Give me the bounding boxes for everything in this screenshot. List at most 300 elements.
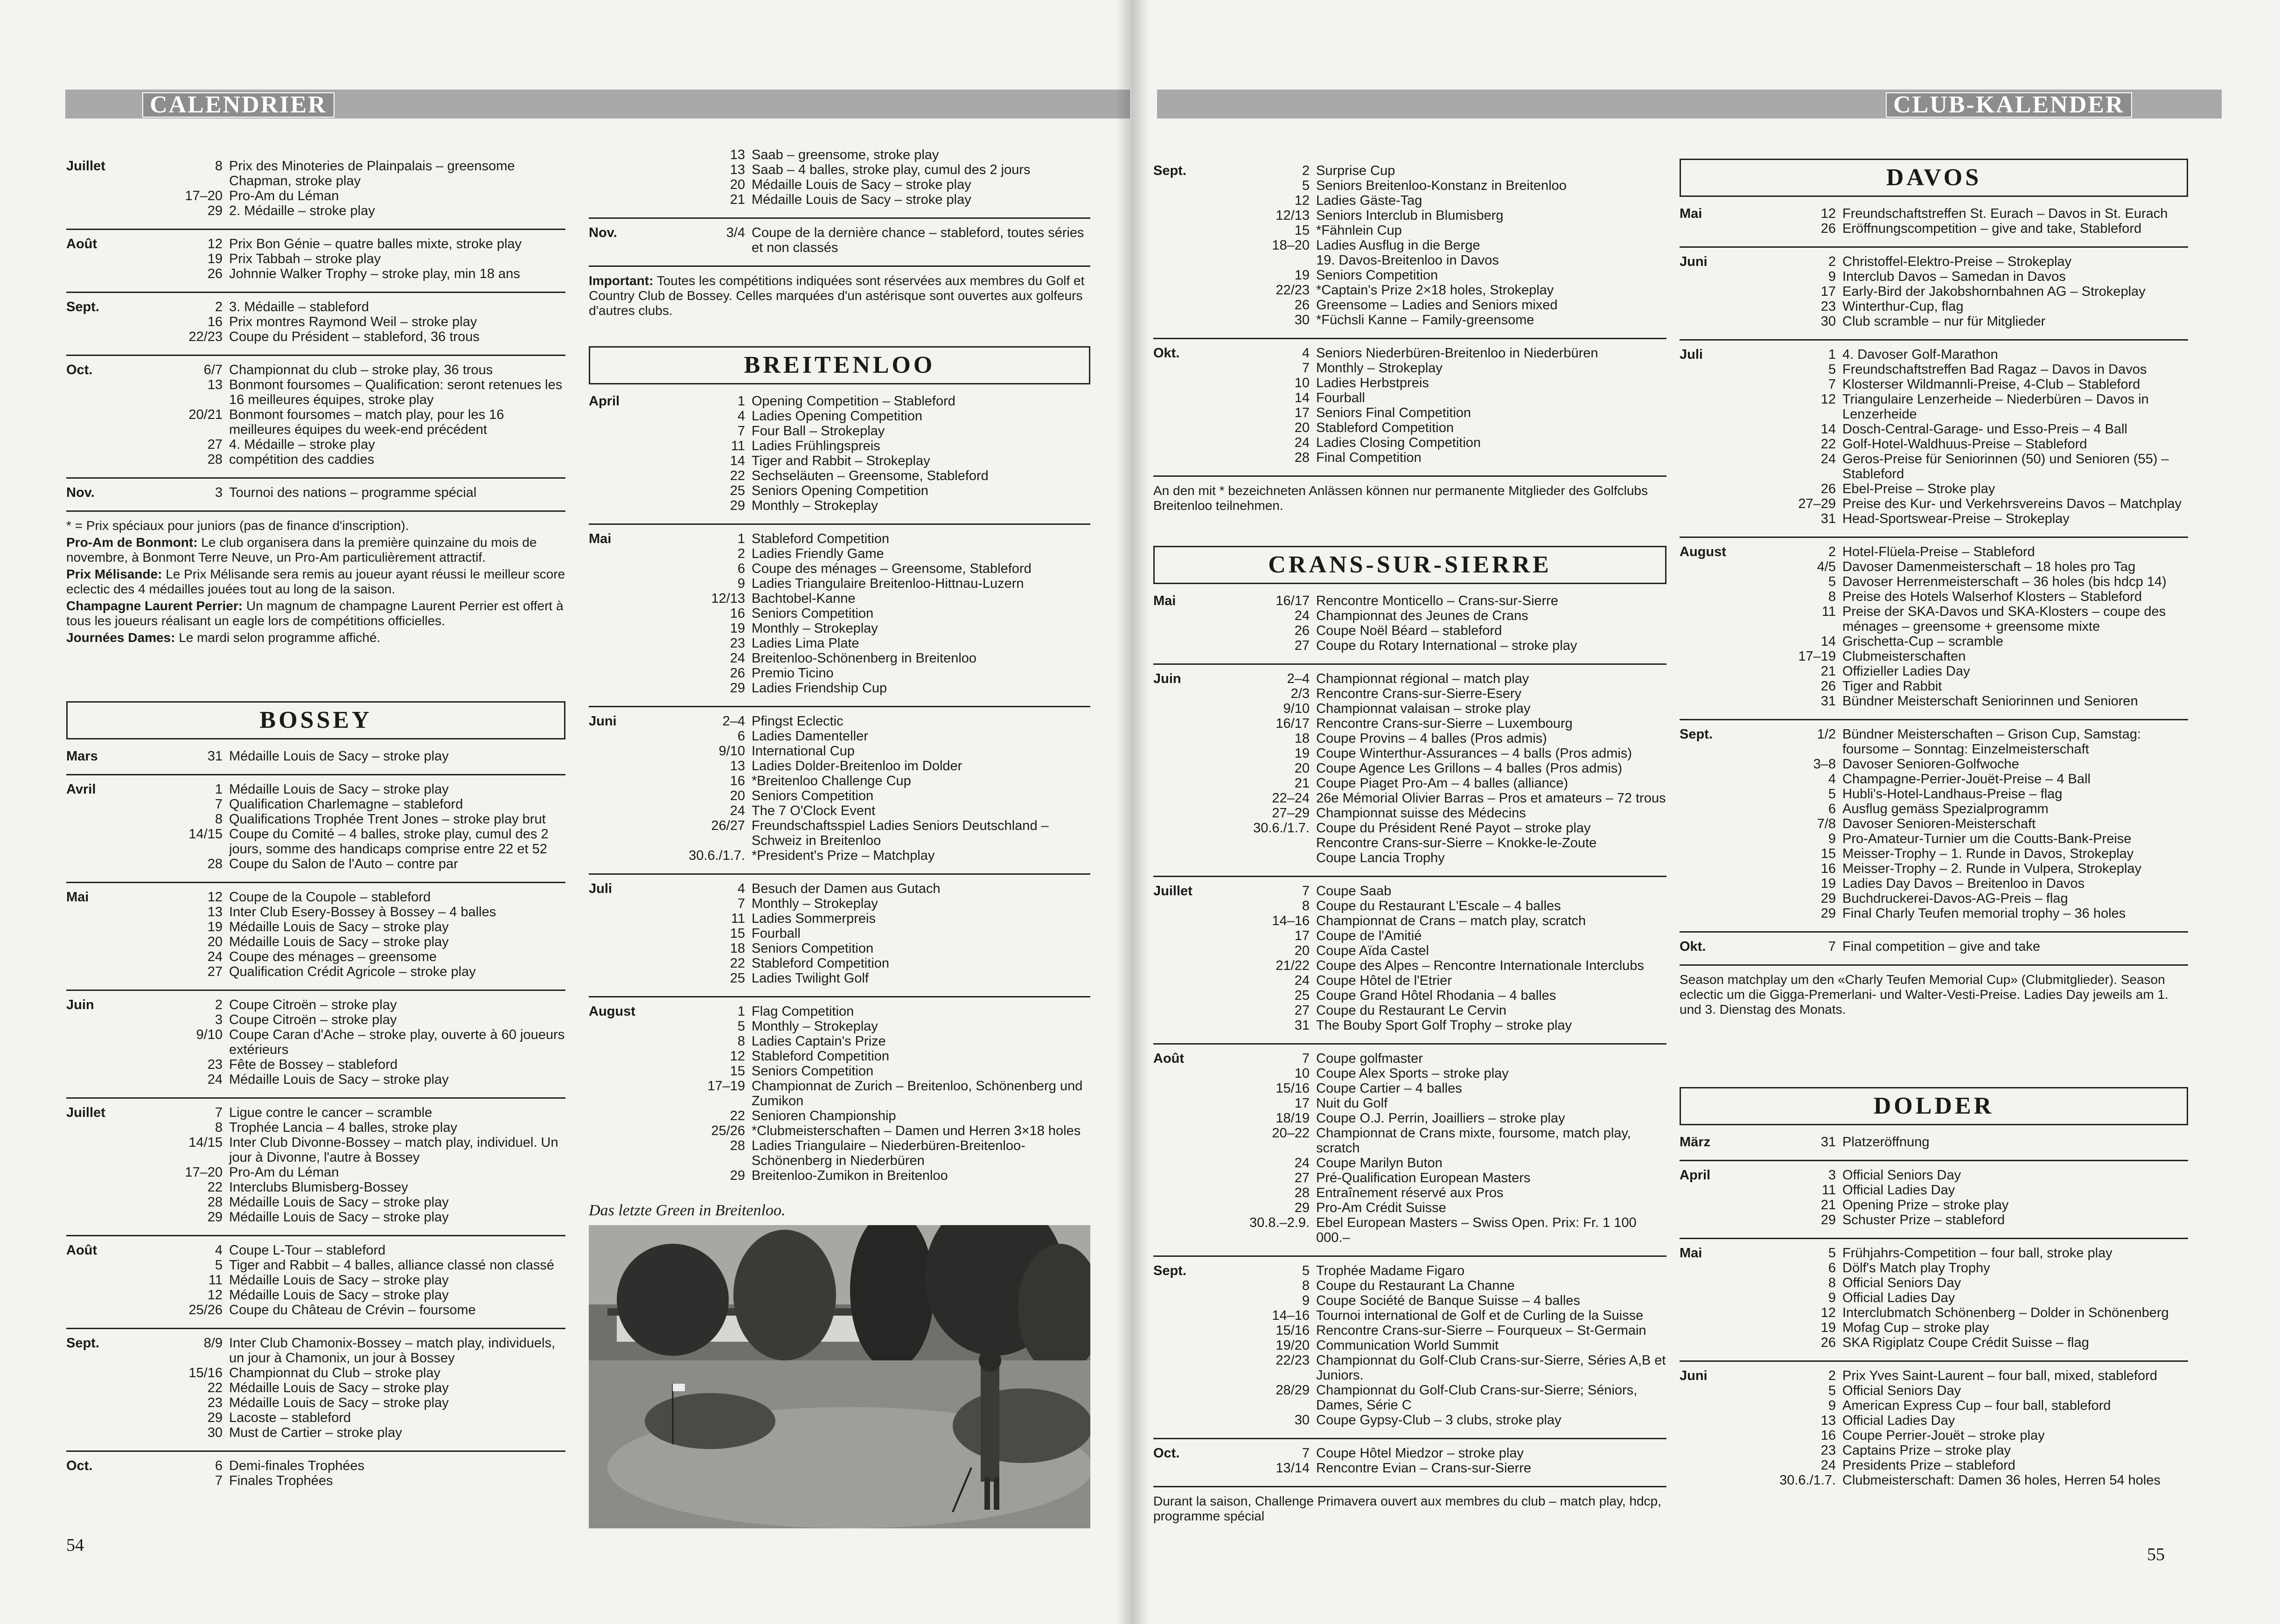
event-name: Early-Bird der Jakobshornbahnen AG – Strokeplay: [1842, 284, 2146, 299]
event-name: Final Charly Teufen memorial trophy – 36 holes: [1842, 906, 2126, 921]
event-date: 3: [215, 1012, 223, 1027]
event-date: 20: [207, 934, 223, 949]
event-row: [134, 1410, 565, 1425]
month-block: [1680, 1160, 2188, 1227]
event-row: [134, 812, 565, 827]
event-name: Fourball: [1316, 390, 1365, 405]
event-row: [656, 1049, 1090, 1064]
event-name: Interclubs Blumisberg-Bossey: [229, 1180, 408, 1195]
event-name: Tiger and Rabbit – Strokeplay: [752, 453, 930, 468]
event-date: 22: [730, 1108, 745, 1123]
event-list: [1747, 206, 2188, 236]
event-row: [1221, 791, 1666, 806]
event-name: Bonmont foursomes – match play, pour les 16 meilleures équipes du week-end précédent: [229, 407, 504, 437]
month-label: Juli: [1680, 347, 1703, 362]
event-row: [1221, 238, 1666, 253]
event-date: 1: [215, 782, 223, 797]
month-label: Juin: [66, 997, 94, 1012]
event-name: Ladies Sommerpreis: [752, 911, 876, 926]
month-block: [1680, 206, 2188, 236]
event-name: Breitenloo-Schönenberg in Breitenloo: [752, 651, 977, 666]
event-name: Médaille Louis de Sacy – stroke play: [229, 1195, 449, 1210]
event-date: 30.6./1.7.: [689, 848, 745, 863]
event-name: Monthly – Strokeplay: [1316, 361, 1443, 376]
event-date: 8: [1828, 589, 1836, 604]
event-date: 17–20: [185, 188, 223, 203]
event-row: [656, 424, 1090, 439]
event-name: Rencontre Crans-sur-Sierre – Knokke-le-Zoute: [1316, 836, 1597, 850]
event-row: [1221, 761, 1666, 776]
event-row: [656, 971, 1090, 986]
calendrier-notes: [66, 510, 565, 645]
event-name: Official Seniors Day: [1842, 1383, 1961, 1398]
event-name: Trophée Lancia – 4 balles, stroke play: [229, 1120, 457, 1135]
event-name: Tournoi international de Golf et de Curling de la Suisse: [1316, 1308, 1644, 1323]
month-block: [66, 1235, 565, 1317]
month-block: [589, 873, 1090, 986]
month-label: Oct.: [66, 1458, 93, 1473]
note-text: * = Prix spéciaux pour juniors (pas de finance d'inscription).: [66, 518, 409, 533]
event-date: 30: [1294, 313, 1310, 328]
event-date: 31: [1294, 1018, 1310, 1033]
event-date: 27–29: [1272, 806, 1310, 821]
event-date: 19: [730, 621, 745, 636]
event-row: [656, 681, 1090, 696]
event-row: [656, 714, 1090, 729]
event-date: 5: [1302, 178, 1310, 193]
event-date: 16: [1820, 1428, 1836, 1443]
month-block: [589, 706, 1090, 863]
event-row: [134, 934, 565, 949]
event-date: 28: [207, 452, 223, 467]
event-row: [1221, 390, 1666, 405]
event-date: 29: [1820, 906, 1836, 921]
event-date: 23: [1820, 1443, 1836, 1458]
event-name: Ladies Day Davos – Breitenloo in Davos: [1842, 876, 2085, 891]
event-name: Championnat des Jeunes de Crans: [1316, 608, 1528, 623]
event-name: Preise der SKA-Davos und SKA-Klosters – coupe des ménages – greensome + greensome mixte: [1842, 604, 2166, 634]
event-row: [134, 797, 565, 812]
month-label: Nov.: [66, 485, 95, 500]
event-row: [134, 949, 565, 964]
event-name: Stableford Competition: [752, 956, 889, 971]
event-row: [1747, 1443, 2188, 1458]
event-list: [134, 782, 565, 871]
golf-green-illustration: [589, 1225, 1090, 1528]
event-date: 13/14: [1276, 1461, 1310, 1476]
left-page: [0, 0, 1130, 1624]
event-row: [1747, 604, 2188, 634]
event-date: 9/10: [1283, 701, 1310, 716]
month-block: [1153, 163, 1666, 328]
event-date: 7: [1302, 361, 1310, 376]
event-date: 9/10: [718, 744, 745, 759]
event-row: [656, 621, 1090, 636]
event-name: Coupe Grand Hôtel Rhodania – 4 balles: [1316, 988, 1556, 1003]
month-label: Mai: [1680, 1246, 1702, 1261]
event-row: [1221, 671, 1666, 686]
event-name: SKA Rigiplatz Coupe Crédit Suisse – flag: [1842, 1335, 2089, 1350]
event-row: [1221, 1278, 1666, 1293]
event-row: [134, 188, 565, 203]
page-number-left: 54: [66, 1535, 84, 1555]
event-date: 9: [1828, 1290, 1836, 1305]
event-date: 12: [207, 237, 223, 251]
event-row: [656, 546, 1090, 561]
event-row: [1221, 208, 1666, 223]
event-date: 23: [1820, 299, 1836, 314]
event-name: Stableford Competition: [752, 531, 889, 546]
event-row: [134, 1273, 565, 1288]
month-label: Mai: [1153, 593, 1176, 608]
event-date: 4: [1302, 346, 1310, 361]
event-row: [1221, 1215, 1666, 1245]
event-name: Coupe Société de Banque Suisse – 4 balles: [1316, 1293, 1580, 1308]
event-row: [1747, 299, 2188, 314]
event-name: Seniors Opening Competition: [752, 483, 928, 498]
crans-note: Durant la saison, Challenge Primavera ouvert aux membres du club – match play, hdcp, programme spécial: [1153, 1494, 1661, 1523]
event-row: [656, 531, 1090, 546]
event-date: 24: [1294, 973, 1310, 988]
bossey-note: [589, 265, 1090, 318]
event-date: 7: [1302, 1051, 1310, 1066]
event-name: Inter Club Chamonix-Bossey – match play, individuels, un jour à Chamonix, un jour à Bossey: [229, 1336, 556, 1366]
event-date: 18: [730, 941, 745, 956]
event-date: 9: [737, 576, 745, 591]
event-row: [1747, 589, 2188, 604]
event-name: Schuster Prize – stableford: [1842, 1213, 2005, 1227]
event-list: [134, 890, 565, 979]
event-row: [1221, 776, 1666, 791]
event-date: 7: [215, 797, 223, 812]
event-date: 25: [1294, 988, 1310, 1003]
event-row: [1747, 1368, 2188, 1383]
page-number-right: 55: [2147, 1545, 2165, 1564]
month-block: [1153, 338, 1666, 465]
month-label: März: [1680, 1135, 1711, 1150]
event-name: *Füchsli Kanne – Family-greensome: [1316, 313, 1534, 328]
event-date: 26: [1820, 221, 1836, 236]
event-date: 30.6./1.7.: [1779, 1473, 1836, 1488]
event-row: [656, 591, 1090, 606]
calendrier-list: [66, 159, 565, 500]
event-date: 22: [207, 1380, 223, 1395]
event-row: [1221, 1051, 1666, 1066]
event-row: [1221, 943, 1666, 958]
event-date: 5: [1828, 787, 1836, 802]
event-row: [656, 409, 1090, 424]
event-row: [1747, 1398, 2188, 1413]
event-date: 5: [1302, 1263, 1310, 1278]
month-block: [66, 159, 565, 218]
event-name: Dölf's Match play Trophy: [1842, 1261, 1990, 1276]
event-name: Coupe des ménages – greensome: [229, 949, 437, 964]
event-list: [134, 1458, 565, 1488]
event-row: [1221, 450, 1666, 465]
event-name: Flag Competition: [752, 1004, 854, 1019]
event-list: [1747, 939, 2188, 954]
month-block: [1680, 246, 2188, 329]
event-name: Coupe du Président René Payot – stroke play: [1316, 821, 1591, 836]
month-label: Sept.: [1153, 163, 1186, 178]
event-name: Davoser Damenmeisterschaft – 18 holes pro Tag: [1842, 559, 2136, 574]
event-date: 14: [1294, 390, 1310, 405]
event-name: Coupe des Alpes – Rencontre Internationale Interclubs: [1316, 958, 1644, 973]
month-block: [1680, 1238, 2188, 1350]
event-name: Coupe Aïda Castel: [1316, 943, 1429, 958]
event-name: Prix Bon Génie – quatre balles mixte, stroke play: [229, 237, 522, 251]
event-name: Opening Competition – Stableford: [752, 394, 955, 409]
event-name: Ladies Closing Competition: [1316, 435, 1481, 450]
event-date: 26/27: [711, 818, 745, 833]
event-date: 1: [737, 394, 745, 409]
event-row: [1221, 913, 1666, 928]
note-text: Toutes les compétitions indiquées sont réservées aux membres du Golf et Country Club de Bossey. Celles marquées d'un astérisque sont ouvertes aux golfeurs d'autres clubs.: [589, 273, 1085, 318]
event-date: 17: [1820, 284, 1836, 299]
event-row: [134, 964, 565, 979]
event-row: [656, 956, 1090, 971]
event-row: [134, 1473, 565, 1488]
event-row: [656, 561, 1090, 576]
event-name: Senioren Championship: [752, 1108, 896, 1123]
event-date: 29: [1820, 1213, 1836, 1227]
event-name: Médaille Louis de Sacy – stroke play: [229, 1380, 449, 1395]
event-row: [1747, 757, 2188, 772]
event-row: [134, 890, 565, 905]
event-date: 22–24: [1272, 791, 1310, 806]
event-name: Monthly – Strokeplay: [752, 498, 878, 513]
month-label: Okt.: [1153, 346, 1180, 361]
event-name: Stableford Competition: [752, 1049, 889, 1064]
event-row: [656, 225, 1090, 255]
event-date: 14–16: [1272, 1308, 1310, 1323]
event-name: Official Ladies Day: [1842, 1290, 1955, 1305]
event-date: 19: [1820, 1320, 1836, 1335]
event-row: [1221, 686, 1666, 701]
event-row: [134, 1072, 565, 1087]
event-date: 15: [1294, 223, 1310, 238]
event-row: [1221, 716, 1666, 731]
event-row: [1747, 574, 2188, 589]
event-name: Coupe des ménages – Greensome, Stableford: [752, 561, 1032, 576]
club-title-breitenloo: BREITENLOO: [589, 346, 1090, 384]
event-date: 2: [215, 997, 223, 1012]
event-row: [134, 920, 565, 934]
event-row: [656, 177, 1090, 192]
month-label: Juillet: [66, 159, 105, 174]
event-date: 16: [730, 774, 745, 788]
month-block: [66, 1450, 565, 1488]
month-label: Sept.: [1680, 727, 1713, 742]
month-block: [1153, 1255, 1666, 1428]
event-date: 12: [1820, 1305, 1836, 1320]
event-name: Freundschaftstreffen Bad Ragaz – Davos in Davos: [1842, 362, 2147, 377]
event-list: [134, 749, 565, 764]
event-row: [1747, 437, 2188, 452]
event-date: 12/13: [1276, 208, 1310, 223]
event-name: Ladies Damenteller: [752, 729, 868, 744]
event-list: [134, 1105, 565, 1225]
event-list: [1747, 727, 2188, 921]
event-date: 21/22: [1276, 958, 1310, 973]
event-name: Clubmeisterschaften: [1842, 649, 1966, 664]
event-date: 16/17: [1276, 716, 1310, 731]
event-name: Grischetta-Cup – scramble: [1842, 634, 2003, 649]
event-row: [1747, 906, 2188, 921]
event-date: [1221, 836, 1316, 850]
event-name: Ladies Dolder-Breitenloo im Dolder: [752, 759, 962, 774]
event-name: Seniors Competition: [752, 606, 874, 621]
event-name: Seniors Competition: [752, 941, 874, 956]
event-date: 21: [1820, 1198, 1836, 1213]
event-row: [1221, 1413, 1666, 1428]
event-name: *President's Prize – Matchplay: [752, 848, 935, 863]
event-row: [1221, 1156, 1666, 1171]
event-date: 22: [1820, 437, 1836, 452]
event-list: [656, 881, 1090, 986]
event-name: American Express Cup – four ball, stableford: [1842, 1398, 2111, 1413]
month-block: [589, 996, 1090, 1183]
month-block: [589, 217, 1090, 255]
event-name: Rencontre Crans-sur-Sierre – Fourqueux – St-Germain: [1316, 1323, 1646, 1338]
event-list: [134, 362, 565, 467]
event-name: Four Ball – Strokeplay: [752, 424, 885, 439]
event-name: Coupe Marilyn Buton: [1316, 1156, 1443, 1171]
event-row: [1747, 1473, 2188, 1488]
event-date: 8: [737, 1034, 745, 1049]
event-date: 2–4: [722, 714, 745, 729]
event-date: 9: [1828, 1398, 1836, 1413]
event-row: [1221, 420, 1666, 435]
event-name: 3. Médaille – stableford: [229, 300, 369, 314]
event-row: [656, 911, 1090, 926]
event-row: [1747, 481, 2188, 496]
event-date: 19: [1294, 268, 1310, 283]
event-date: 26: [1294, 298, 1310, 313]
event-row: [134, 1380, 565, 1395]
breitenloo-continued-list: [1153, 163, 1666, 465]
event-name: Qualification Crédit Agricole – stroke play: [229, 964, 476, 979]
event-name: Médaille Louis de Sacy – stroke play: [229, 1288, 449, 1303]
event-date: 27–29: [1798, 496, 1836, 511]
event-date: 14: [730, 453, 745, 468]
event-date: 30: [207, 1425, 223, 1440]
event-row: [1747, 664, 2188, 679]
event-date: 21: [1820, 664, 1836, 679]
event-name: *Breitenloo Challenge Cup: [752, 774, 911, 788]
event-row: [1221, 623, 1666, 638]
event-row: [656, 803, 1090, 818]
dolder-list: [1680, 1135, 2188, 1488]
month-label: Sept.: [66, 300, 99, 314]
event-date: 17: [1294, 1096, 1310, 1111]
event-date: 31: [207, 749, 223, 764]
event-date: 22/23: [1276, 283, 1310, 298]
event-name: Saab – greensome, stroke play: [752, 147, 939, 162]
event-name: Championnat du club – stroke play, 36 trous: [229, 362, 493, 377]
event-name: Geros-Preise für Seniorinnen (50) und Senioren (55) – Stableford: [1842, 452, 2169, 481]
event-row: [1221, 973, 1666, 988]
event-row: [656, 394, 1090, 409]
event-row: [1747, 1458, 2188, 1473]
event-date: 4: [737, 409, 745, 424]
event-name: Coupe de la dernière chance – stableford, toutes séries et non classés: [752, 225, 1084, 255]
event-row: [1747, 496, 2188, 511]
event-row: [1747, 1305, 2188, 1320]
event-name: Championnat valaisan – stroke play: [1316, 701, 1531, 716]
event-date: 11: [731, 439, 745, 453]
event-name: Meisser-Trophy – 2. Runde in Vulpera, Strokeplay: [1842, 861, 2141, 876]
event-date: 12/13: [711, 591, 745, 606]
note-label: Prix Mélisande:: [66, 567, 162, 581]
event-date: 4/5: [1817, 559, 1836, 574]
event-name: Finales Trophées: [229, 1473, 333, 1488]
event-row: [656, 941, 1090, 956]
event-name: Official Ladies Day: [1842, 1413, 1955, 1428]
event-name: Tiger and Rabbit: [1842, 679, 1942, 694]
event-name: Buchdruckerei-Davos-AG-Preis – flag: [1842, 891, 2068, 906]
event-date: 9: [1302, 1293, 1310, 1308]
event-date: 5: [1828, 362, 1836, 377]
event-row: [1747, 1428, 2188, 1443]
event-row: [1221, 193, 1666, 208]
event-list: [1221, 671, 1666, 865]
event-row: [134, 251, 565, 266]
event-date: 24: [1820, 452, 1836, 467]
event-row: [134, 1180, 565, 1195]
event-date: 16: [1820, 861, 1836, 876]
event-name: Coupe Piaget Pro-Am – 4 balles (alliance): [1316, 776, 1568, 791]
event-row: [1221, 836, 1666, 850]
event-list: [1221, 1446, 1666, 1476]
event-list: [1747, 347, 2188, 526]
event-date: 5: [1828, 574, 1836, 589]
event-row: [656, 439, 1090, 453]
event-name: Champagne-Perrier-Jouët-Preise – 4 Ball: [1842, 772, 2091, 787]
event-date: 28: [207, 857, 223, 871]
event-date: 14/15: [188, 827, 223, 842]
month-label: Oct.: [1153, 1446, 1180, 1461]
event-date: 16: [730, 606, 745, 621]
event-row: [1747, 314, 2188, 329]
event-row: [1747, 634, 2188, 649]
event-row: [134, 407, 565, 437]
event-name: Coupe du Restaurant Le Cervin: [1316, 1003, 1506, 1018]
event-row: [1221, 1353, 1666, 1383]
event-name: Coupe Cartier – 4 balles: [1316, 1081, 1462, 1096]
event-list: [134, 1336, 565, 1440]
event-name: Qualifications Trophée Trent Jones – stroke play brut: [229, 812, 546, 827]
event-name: Final competition – give and take: [1842, 939, 2040, 954]
event-date: 16/17: [1276, 593, 1310, 608]
event-name: Eröffnungscompetition – give and take, Stableford: [1842, 221, 2142, 236]
event-name: Davoser Senioren-Meisterschaft: [1842, 816, 2036, 831]
note-label: Journées Dames:: [66, 630, 175, 645]
event-name: Ladies Triangulaire – Niederbüren-Breitenloo-Schönenberg in Niederbüren: [752, 1138, 1025, 1168]
event-date: 26: [1820, 1335, 1836, 1350]
event-name: Ladies Friendship Cup: [752, 681, 887, 696]
event-row: [1747, 377, 2188, 392]
event-name: Meisser-Trophy – 1. Runde in Davos, Strokeplay: [1842, 846, 2134, 861]
event-row: [1221, 1323, 1666, 1338]
event-name: *Clubmeisterschaften – Damen und Herren 3×18 holes: [752, 1123, 1081, 1138]
event-name: Preise des Kur- und Verkehrsvereins Davos – Matchplay: [1842, 496, 2182, 511]
event-name: Interclubmatch Schönenberg – Dolder in Schönenberg: [1842, 1305, 2169, 1320]
header-band: [65, 90, 1130, 118]
event-row: [134, 857, 565, 871]
event-date: 20: [730, 177, 745, 192]
event-row: [134, 377, 565, 407]
